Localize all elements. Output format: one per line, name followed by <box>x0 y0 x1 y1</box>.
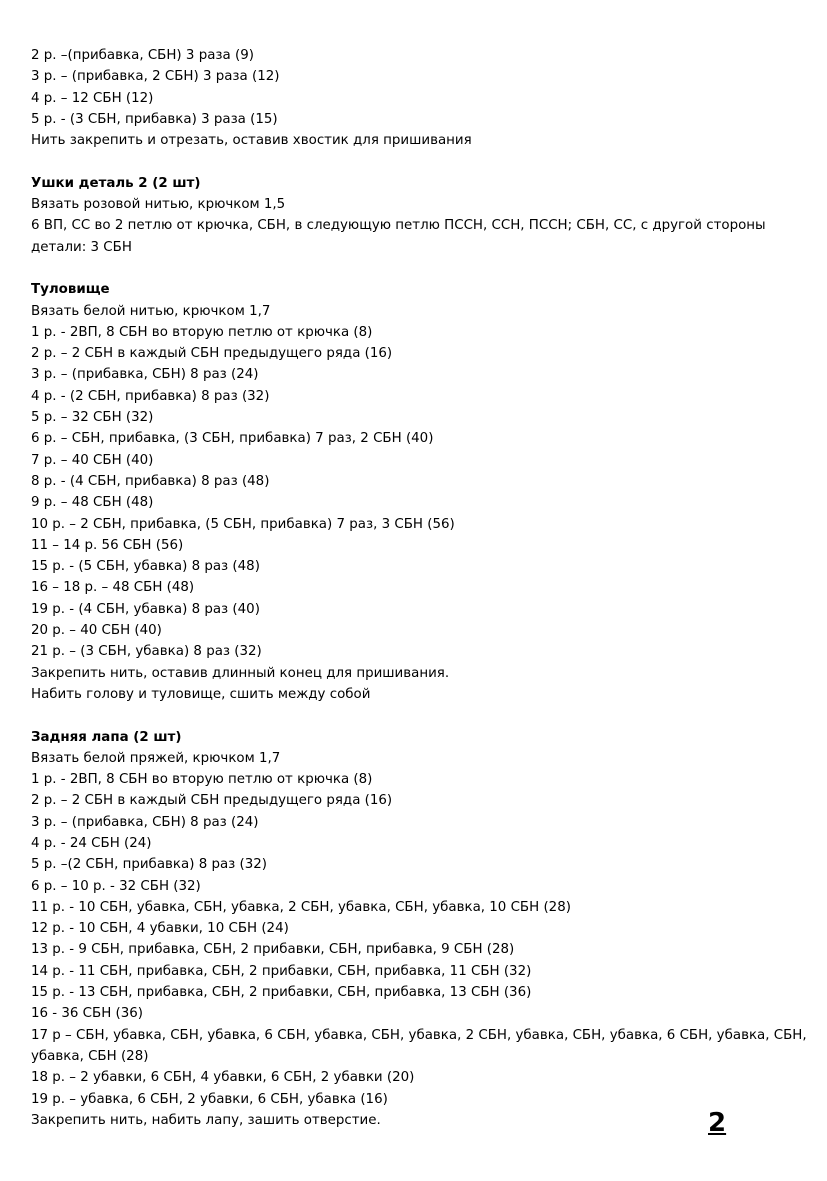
instruction-line: 1 р. - 2ВП, 8 СБН во вторую петлю от крючка (8) <box>31 324 373 340</box>
instruction-line: 19 р. - (4 СБН, убавка) 8 раз (40) <box>31 601 260 617</box>
ears-heading: Ушки деталь 2 (2 шт) <box>31 175 201 191</box>
instruction-line: Вязать белой нитью, крючком 1,7 <box>31 303 271 319</box>
instruction-line: Вязать розовой нитью, крючком 1,5 <box>31 197 286 213</box>
instruction-line: 19 р. – убавка, 6 СБН, 2 убавки, 6 СБН, убавка (16) <box>31 1091 388 1107</box>
instruction-line: 10 р. – 2 СБН, прибавка, (5 СБН, прибавка) 7 раз, 3 СБН (56) <box>31 516 455 532</box>
instruction-line: Набить голову и туловище, сшить между собой <box>31 686 371 702</box>
spacer <box>31 705 811 726</box>
hind-leg-section <box>31 748 811 1131</box>
instruction-line: 5 р. - (3 СБН, прибавка) 3 раза (15) <box>31 111 278 127</box>
instruction-line: 3 р. – (прибавка, 2 СБН) 3 раза (12) <box>31 69 280 85</box>
page-number: 2 <box>708 1108 727 1138</box>
instruction-line: 2 р. – 2 СБН в каждый СБН предыдущего ряда (16) <box>31 793 393 809</box>
instruction-line: 18 р. – 2 убавки, 6 СБН, 4 убавки, 6 СБН, 2 убавки (20) <box>31 1070 415 1086</box>
instruction-line: 9 р. – 48 СБН (48) <box>31 495 154 511</box>
ears-section <box>31 194 811 258</box>
page-content <box>31 45 811 1131</box>
instruction-line: 2 р. – 2 СБН в каждый СБН предыдущего ряда (16) <box>31 346 393 362</box>
hind-leg-heading: Задняя лапа (2 шт) <box>31 729 182 745</box>
instruction-line: 3 р. – (прибавка, СБН) 8 раз (24) <box>31 367 259 383</box>
instruction-line: 12 р. - 10 СБН, 4 убавки, 10 СБН (24) <box>31 921 289 937</box>
instruction-line: 3 р. – (прибавка, СБН) 8 раз (24) <box>31 814 259 830</box>
instruction-line: 7 р. – 40 СБН (40) <box>31 452 154 468</box>
instruction-line: 8 р. - (4 СБН, прибавка) 8 раз (48) <box>31 473 270 489</box>
instruction-line: 16 - 36 СБН (36) <box>31 1006 144 1022</box>
spacer <box>31 151 811 172</box>
spacer <box>31 258 811 279</box>
instruction-line: 16 – 18 р. – 48 СБН (48) <box>31 580 195 596</box>
instruction-line: 1 р. - 2ВП, 8 СБН во вторую петлю от крючка (8) <box>31 772 373 788</box>
instruction-line: Вязать белой пряжей, крючком 1,7 <box>31 750 281 766</box>
instruction-line: 4 р. - 24 СБН (24) <box>31 835 152 851</box>
instruction-line: 20 р. – 40 СБН (40) <box>31 623 162 639</box>
instruction-line: 17 р – СБН, убавка, СБН, убавка, 6 СБН, убавка, СБН, убавка, 2 СБН, убавка, СБН, убавка, 6 СБН, убавка, СБН, убавка, СБН (28) <box>31 1027 807 1064</box>
instruction-line: 5 р. – 32 СБН (32) <box>31 410 154 426</box>
instruction-line: 6 ВП, СС во 2 петлю от крючка, СБН, в следующую петлю ПССН, ССН, ПССН; СБН, СС, с другой стороны детали: 3 СБН <box>31 218 766 255</box>
instruction-line: Закрепить нить, набить лапу, зашить отверстие. <box>31 1112 381 1128</box>
instruction-line: Нить закрепить и отрезать, оставив хвостик для пришивания <box>31 133 472 149</box>
body-heading: Туловище <box>31 282 110 298</box>
instruction-line: 4 р. - (2 СБН, прибавка) 8 раз (32) <box>31 388 270 404</box>
instruction-line: 4 р. – 12 СБН (12) <box>31 90 154 106</box>
instruction-line: 13 р. - 9 СБН, прибавка, СБН, 2 прибавки, СБН, прибавка, 9 СБН (28) <box>31 942 515 958</box>
instruction-line: 6 р. – СБН, прибавка, (3 СБН, прибавка) 7 раз, 2 СБН (40) <box>31 431 434 447</box>
intro-section <box>31 45 811 151</box>
instruction-line: 11 – 14 р. 56 СБН (56) <box>31 537 184 553</box>
instruction-line: 11 р. - 10 СБН, убавка, СБН, убавка, 2 СБН, убавка, СБН, убавка, 10 СБН (28) <box>31 899 571 915</box>
instruction-line: 15 р. - 13 СБН, прибавка, СБН, 2 прибавки, СБН, прибавка, 13 СБН (36) <box>31 985 532 1001</box>
instruction-line: Закрепить нить, оставив длинный конец для пришивания. <box>31 665 450 681</box>
instruction-line: 21 р. – (3 СБН, убавка) 8 раз (32) <box>31 644 262 660</box>
instruction-line: 6 р. – 10 р. - 32 СБН (32) <box>31 878 201 894</box>
body-section <box>31 301 811 706</box>
instruction-line: 2 р. –(прибавка, СБН) 3 раза (9) <box>31 48 254 63</box>
instruction-line: 15 р. - (5 СБН, убавка) 8 раз (48) <box>31 559 260 575</box>
instruction-line: 5 р. –(2 СБН, прибавка) 8 раз (32) <box>31 857 268 873</box>
instruction-line: 14 р. - 11 СБН, прибавка, СБН, 2 прибавки, СБН, прибавка, 11 СБН (32) <box>31 963 532 979</box>
